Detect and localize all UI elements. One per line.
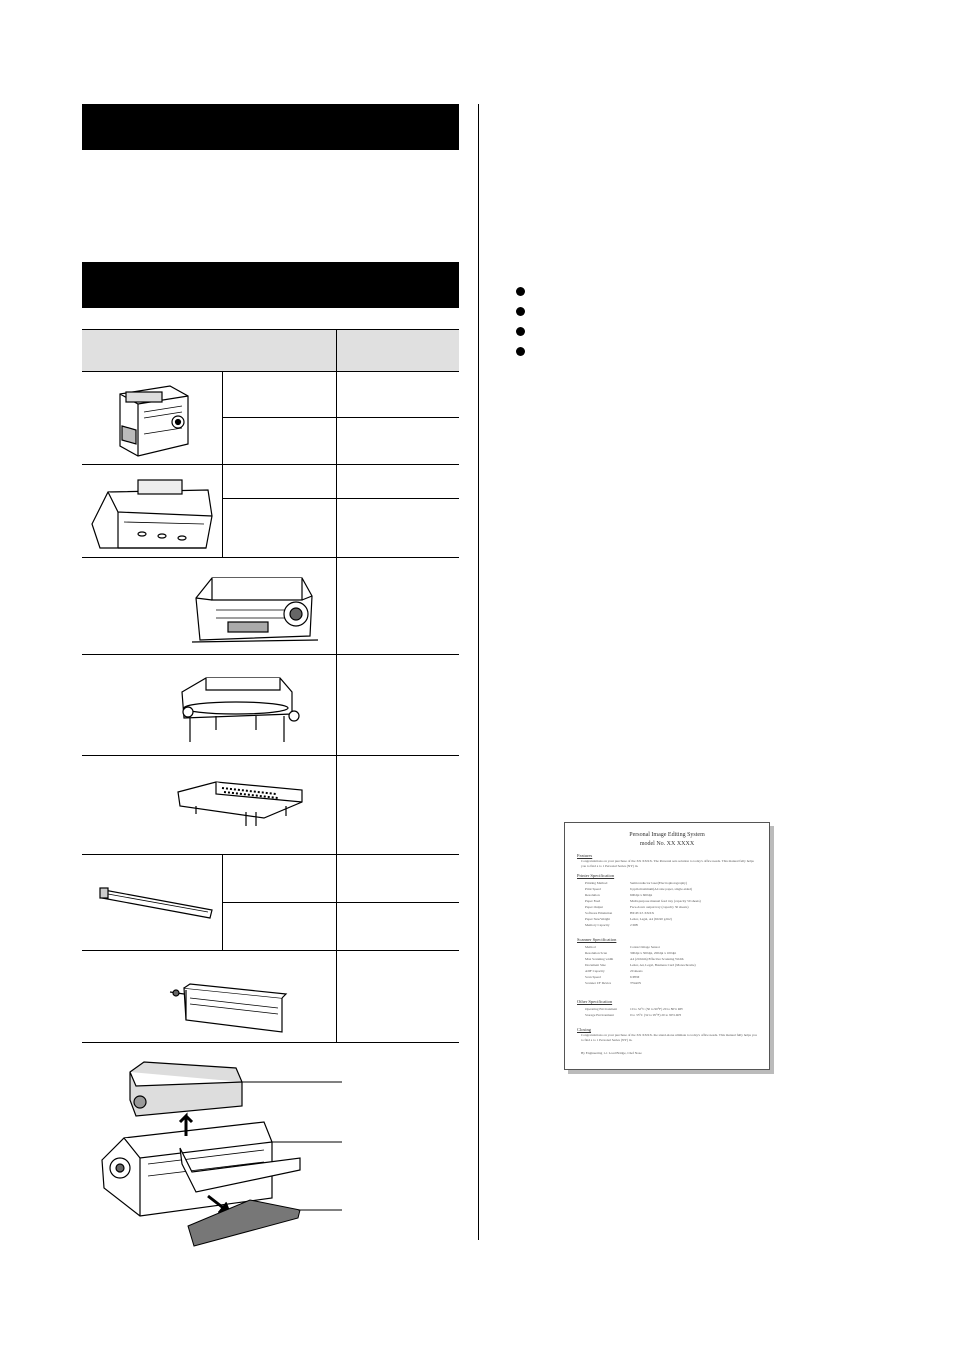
sheet-scanner-row: Scan Speed 6 PPM: [585, 975, 640, 979]
sheet-title-1: Personal Image Editing System: [629, 832, 705, 838]
sheet-printer-row: Printing Method Semiconductor laser(Electrophotography): [585, 881, 687, 885]
transfer-roller-unit-illustration: [176, 668, 306, 748]
toner-cartridge-illustration: [88, 472, 218, 554]
cleaning-blade-illustration: [100, 884, 218, 924]
row2-divider-b: [336, 464, 337, 557]
fuser-unit-illustration: [192, 570, 322, 648]
row4-divider: [336, 654, 337, 755]
sheet-printer-row: Memory Capacity 2 MB: [585, 923, 638, 927]
row5-bottom-rule: [82, 854, 459, 855]
drum-unit-illustration: [110, 382, 195, 462]
section-title-bar-1: [82, 104, 459, 150]
row6-bottom-rule: [82, 950, 459, 951]
sheet-scanner-row: ADF Capacity 20 sheets: [585, 969, 643, 973]
sheet-section-features: Features: [577, 853, 593, 858]
row5-divider: [336, 755, 337, 854]
bullet-1: [516, 287, 525, 296]
sheet-printer-row: Paper Output Face-down output tray (capacity 50 sheets): [585, 905, 689, 909]
sheet-printer-row: Resolution 600dpi x 600dpi: [585, 893, 653, 897]
table-bottom-rule: [82, 1042, 459, 1043]
sheet-scanner-row: Resolution Scan 300dpi x 300dpi, 200dpi x 100dpi: [585, 951, 677, 955]
sheet-other-row: Operating Environment 10 to 32°C (50 to 90°F) 20 to 80% RH: [585, 1007, 683, 1011]
sheet-features-text: Congratulations on your purchase of the XX XXXX. The Personal sets solution to today's office needs. This manual fully helps you to find a to 1 Personal Series (NY) in.: [581, 859, 754, 868]
table-header-divider: [336, 329, 337, 371]
sheet-section-closing: Closing: [577, 1027, 592, 1032]
row6-sub-rule: [222, 902, 459, 903]
row1-sub-rule: [222, 417, 459, 418]
row2-sub-rule: [222, 498, 459, 499]
sheet-scanner-row: Method Contact Image Sensor: [585, 945, 660, 949]
sheet-closing-text: Congratulations on your purchase of the XX XXXX. the stand-alone ultimate to today's office needs. This manual fully helps you to find a to 1 Personal Series (NY) in.: [581, 1033, 757, 1042]
sheet-printer-row: Print Speed 6 ppm maximum(A4 size paper, single-sided): [585, 887, 693, 891]
sample-print-sheet: [564, 822, 770, 1070]
row3-divider: [336, 557, 337, 654]
sheet-printer-row: Paper Size/Weight Letter, Legal, A4 (60-90 g/m2): [585, 917, 672, 921]
sheet-printer-row: Software Emulation HP-PCL5 XXXX: [585, 911, 655, 915]
row2-bottom-rule: [82, 557, 459, 558]
sheet-other-row: Storage Environment 0 to 35°C (32 to 95°F) 20 to 90% RH: [585, 1013, 681, 1017]
column-divider: [478, 104, 479, 1240]
sheet-section-other: Other Specification: [577, 999, 613, 1004]
row7-divider: [336, 950, 337, 1042]
sheet-section-printer: Printer Specification: [577, 873, 615, 878]
bullet-3: [516, 327, 525, 336]
sheet-scanner-row: Scanner I/F Device TWAIN: [585, 981, 641, 985]
bullet-2: [516, 307, 525, 316]
sheet-printer-row: Paper Feed Multi-purpose manual feed tray (capacity 50 sheets): [585, 899, 701, 903]
table-header: [82, 329, 459, 372]
roller-cartridge-illustration: [170, 980, 294, 1040]
row2-divider-a: [222, 464, 223, 557]
section-title-bar-2: [82, 262, 459, 308]
row1-bottom-rule: [82, 464, 459, 465]
sheet-title-2: model No. XX XXXX: [639, 841, 695, 847]
row4-bottom-rule: [82, 755, 459, 756]
printer-assembly-illustration: [100, 1060, 350, 1250]
sheet-scanner-row: Document Size Letter, A4, Legal, Business Card (Monochrome): [585, 963, 696, 967]
sheet-scanner-row: Max Scanning width A4 (210mm) Effective Scanning Width: [585, 957, 684, 961]
table-header-bottom-rule: [82, 371, 459, 372]
sheet-section-scanner: Scanner Specification: [577, 937, 617, 942]
paper-guide-illustration: [176, 776, 306, 834]
bullet-4: [516, 347, 525, 356]
row3-bottom-rule: [82, 654, 459, 655]
sheet-signature: By Engineering 1-1 Load Bridge, Chef Nose: [581, 1051, 642, 1055]
